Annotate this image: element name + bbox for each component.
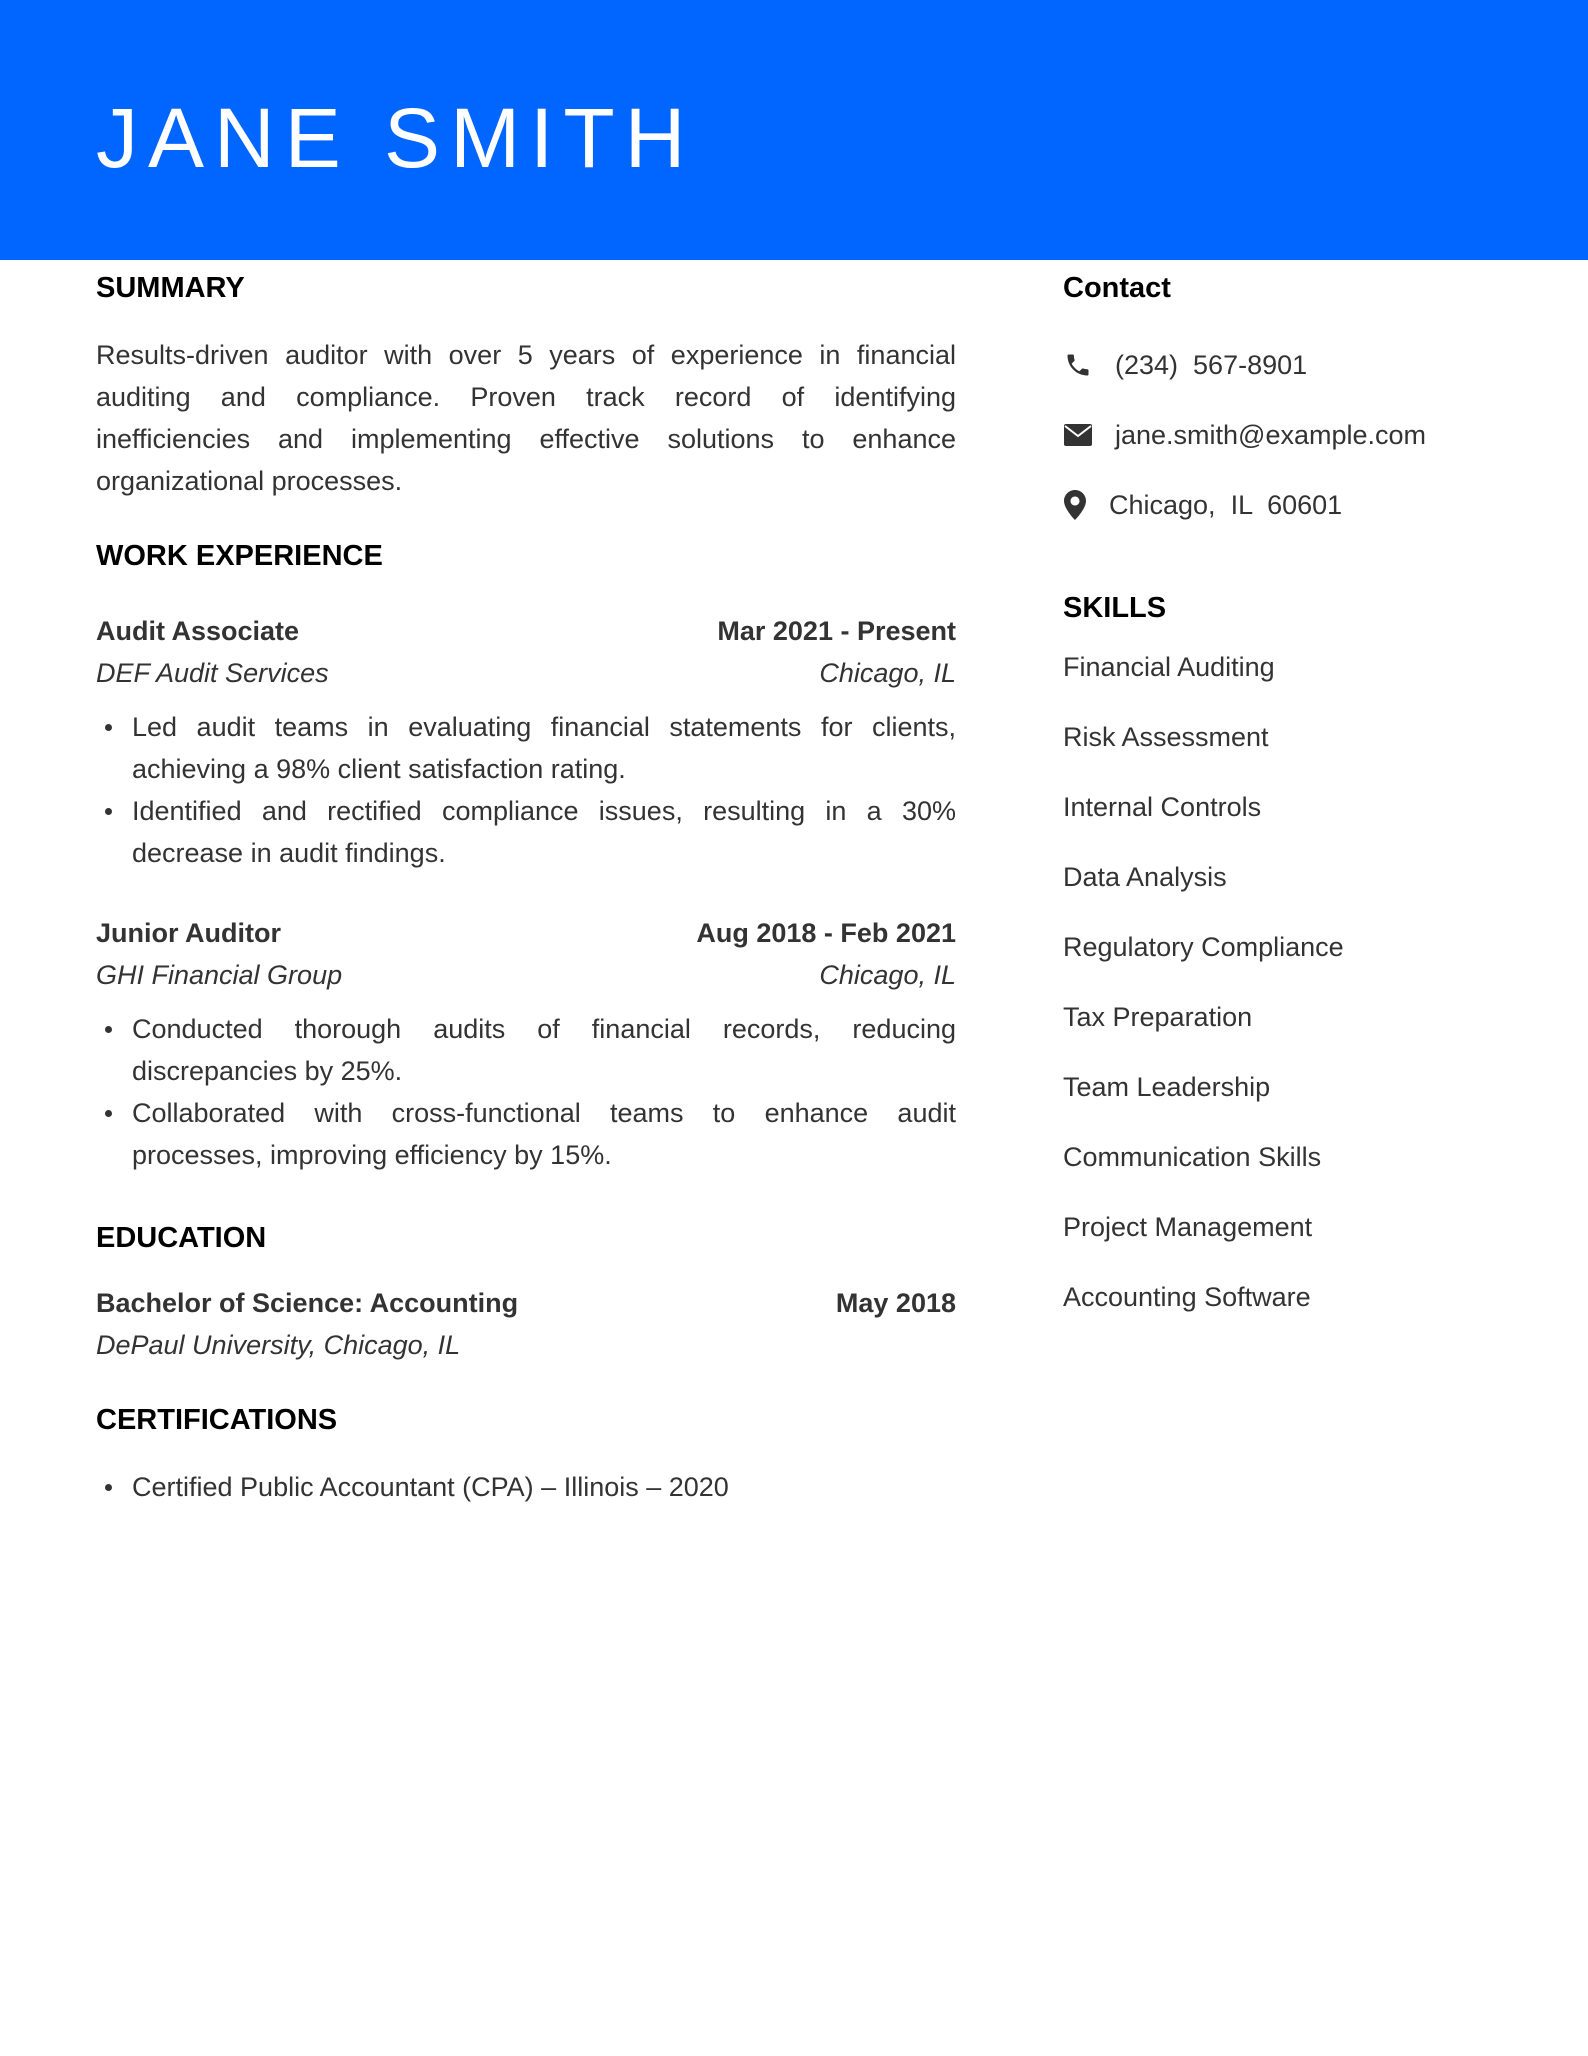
skill-item: Regulatory Compliance (1063, 932, 1344, 962)
summary-heading: SUMMARY (96, 272, 245, 304)
job-location: Chicago, IL (819, 658, 956, 688)
job-entry (96, 610, 956, 874)
job-bullet: Identified and rectified compliance issues, resulting in a 30% decrease in audit findings. (96, 790, 956, 874)
education-heading: EDUCATION (96, 1222, 267, 1254)
skill-item: Team Leadership (1063, 1072, 1271, 1102)
job-location: Chicago, IL (819, 960, 956, 990)
job-company: GHI Financial Group (96, 960, 343, 990)
skill-item: Internal Controls (1063, 792, 1262, 822)
job-role: Junior Auditor (96, 918, 281, 948)
job-bullets (96, 1008, 956, 1176)
job-company-row (96, 954, 956, 996)
main-column (96, 270, 956, 1508)
skills-section (1063, 590, 1523, 1318)
job-company-row (96, 652, 956, 694)
education-date: May 2018 (835, 1288, 956, 1318)
job-bullets (96, 706, 956, 874)
map-pin-icon (1063, 490, 1087, 520)
phone-icon (1063, 350, 1093, 380)
certification-item: Certified Public Accountant (CPA) – Illinois – 2020 (96, 1466, 956, 1508)
education-section (96, 1220, 956, 1366)
skill-item: Communication Skills (1063, 1142, 1322, 1172)
contact-list (1063, 344, 1523, 526)
work-experience-heading: WORK EXPERIENCE (96, 540, 383, 572)
envelope-icon (1063, 420, 1093, 450)
job-bullet: Conducted thorough audits of financial records, reducing discrepancies by 25%. (96, 1008, 956, 1092)
skill-item: Project Management (1063, 1212, 1313, 1242)
skill-item: Data Analysis (1063, 862, 1227, 892)
job-bullet: Collaborated with cross-functional teams to enhance audit processes, improving efficiency by 15%. (96, 1092, 956, 1176)
sidebar-column (1063, 270, 1523, 1318)
contact-email (1063, 414, 1523, 456)
work-experience-section (96, 538, 956, 1176)
certifications-section (96, 1402, 956, 1508)
certifications-heading: CERTIFICATIONS (96, 1404, 338, 1436)
header-banner (0, 0, 1588, 260)
contact-phone (1063, 344, 1523, 386)
certifications-list (96, 1466, 956, 1508)
skill-item: Accounting Software (1063, 1282, 1311, 1312)
skills-heading: SKILLS (1063, 592, 1167, 624)
skill-item: Financial Auditing (1063, 652, 1275, 682)
job-header-row (96, 912, 956, 954)
summary-text: Results-driven auditor with over 5 years of experience in financial auditing and compliance. Proven track record of identifying inefficiencies and implementing effective solutions to enhance organizational processes. (96, 340, 956, 496)
job-entry (96, 912, 956, 1176)
education-school: DePaul University, Chicago, IL (96, 1330, 461, 1360)
job-bullet: Led audit teams in evaluating financial statements for clients, achieving a 98% client satisfaction rating. (96, 706, 956, 790)
education-entry (96, 1282, 956, 1366)
skills-list (1063, 646, 1523, 1318)
contact-heading: Contact (1063, 272, 1171, 304)
contact-phone-text: (234) 567-8901 (1115, 349, 1308, 380)
summary-section (96, 270, 956, 502)
skill-item: Risk Assessment (1063, 722, 1269, 752)
job-dates: Mar 2021 - Present (717, 616, 956, 646)
job-dates: Aug 2018 - Feb 2021 (696, 918, 956, 948)
job-role: Audit Associate (96, 616, 300, 646)
contact-email-text: jane.smith@example.com (1115, 419, 1427, 450)
contact-section (1063, 270, 1523, 526)
education-degree-row (96, 1282, 956, 1324)
job-header-row (96, 610, 956, 652)
skill-item: Tax Preparation (1063, 1002, 1253, 1032)
job-company: DEF Audit Services (96, 658, 329, 688)
candidate-name: JANE SMITH (96, 91, 696, 185)
contact-location-text: Chicago, IL 60601 (1109, 489, 1343, 520)
education-degree: Bachelor of Science: Accounting (96, 1288, 519, 1318)
education-school-row (96, 1324, 956, 1366)
contact-location (1063, 484, 1523, 526)
